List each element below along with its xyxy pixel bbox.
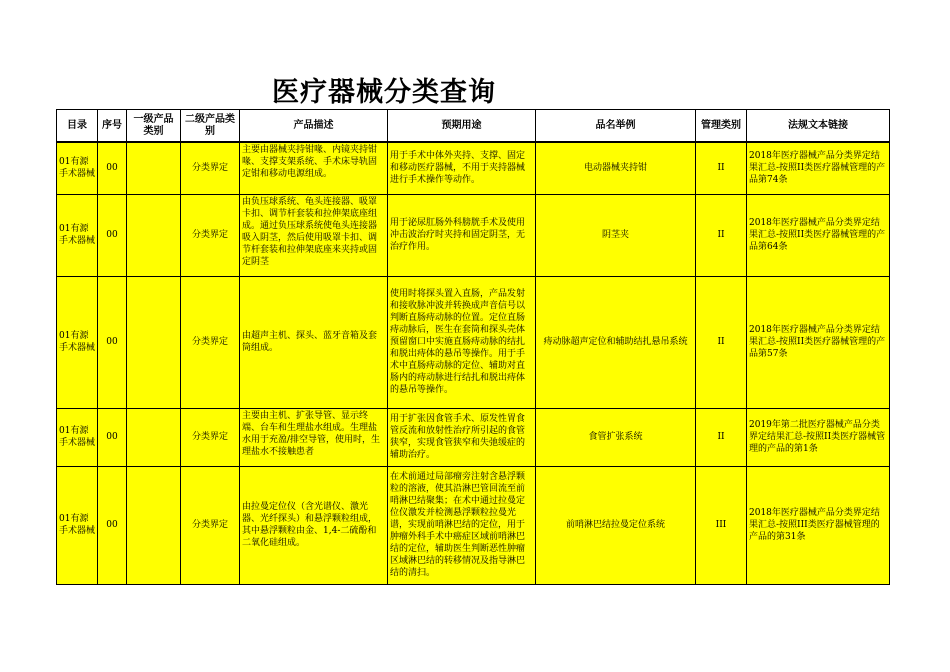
header-management-class: 管理类别 bbox=[696, 110, 747, 143]
header-level1: 一级产品类别 bbox=[127, 110, 181, 143]
cell-level2: 分类界定 bbox=[181, 276, 240, 408]
cell-management-class: III bbox=[696, 466, 747, 584]
cell-description: 主要由器械夹持钳喙、内镜夹持钳喙、支撑支架系统、手术床导轨固定钳和移动电源组成。 bbox=[240, 142, 388, 194]
cell-management-class: II bbox=[696, 194, 747, 276]
cell-product-example: 电动器械夹持钳 bbox=[536, 142, 696, 194]
cell-catalog: 01有源手术器械 bbox=[57, 194, 98, 276]
cell-product-example: 前哨淋巴结拉曼定位系统 bbox=[536, 466, 696, 584]
header-seq: 序号 bbox=[98, 110, 127, 143]
table-row bbox=[57, 466, 890, 584]
cell-regulation-link[interactable]: 2018年医疗器械产品分类界定结果汇总-按照II类医疗器械管理的产品第57条 bbox=[747, 276, 890, 408]
header-intended-use: 预期用途 bbox=[388, 110, 536, 143]
cell-level1 bbox=[127, 466, 181, 584]
cell-catalog: 01有源手术器械 bbox=[57, 408, 98, 466]
cell-description: 由超声主机、探头、蓝牙音箱及套筒组成。 bbox=[240, 276, 388, 408]
cell-management-class: II bbox=[696, 142, 747, 194]
cell-regulation-link[interactable]: 2019年第二批医疗器械产品分类界定结果汇总-按照II类医疗器械管理的产品的第1条 bbox=[747, 408, 890, 466]
cell-seq: 00 bbox=[98, 142, 127, 194]
cell-description: 主要由主机、扩张导管、显示终端、台车和生理盐水组成。生理盐水用于充盈/排空导管，使用时，生理盐水不接触患者 bbox=[240, 408, 388, 466]
table-row bbox=[57, 142, 890, 194]
cell-description: 由负压球系统、龟头连接器、吸罩卡扣、调节杆套装和拉伸架底座组成。通过负压球系统使龟头连接器吸入阴茎，然后使用吸罩卡扣、调节杆套装和拉伸架底座来夹持或固定阴茎 bbox=[240, 194, 388, 276]
cell-description: 由拉曼定位仪（含光谱仪、激光器、光纤探头）和悬浮颗粒组成，其中悬浮颗粒由金、1,4-二硫酚和二氧化硅组成。 bbox=[240, 466, 388, 584]
cell-product-example: 痔动脉超声定位和辅助结扎悬吊系统 bbox=[536, 276, 696, 408]
cell-product-example: 阴茎夹 bbox=[536, 194, 696, 276]
cell-seq: 00 bbox=[98, 466, 127, 584]
cell-catalog: 01有源手术器械 bbox=[57, 276, 98, 408]
header-regulation-link: 法规文本链接 bbox=[747, 110, 890, 143]
cell-intended-use: 在术前通过局部瘤旁注射含悬浮颗粒的溶液，使其沿淋巴管回流至前哨淋巴结聚集；在术中通过拉曼定位仪激发并检测悬浮颗粒拉曼光谱，实现前哨淋巴结的定位，用于肿瘤外科手术中癌症区域前哨淋巴结的定位，辅助医生判断恶性肿瘤区域淋巴结的转移情况及指导淋巴结的清扫。 bbox=[388, 466, 536, 584]
cell-level2: 分类界定 bbox=[181, 142, 240, 194]
cell-level2: 分类界定 bbox=[181, 194, 240, 276]
cell-regulation-link[interactable]: 2018年医疗器械产品分类界定结果汇总-按照III类医疗器械管理的产品的第31条 bbox=[747, 466, 890, 584]
header-row bbox=[57, 110, 890, 143]
header-catalog: 目录 bbox=[57, 110, 98, 143]
cell-level1 bbox=[127, 276, 181, 408]
table-row bbox=[57, 276, 890, 408]
cell-intended-use: 用于手术中体外夹持、支撑、固定和移动医疗器械，不用于夹持器械进行手术操作等动作。 bbox=[388, 142, 536, 194]
cell-seq: 00 bbox=[98, 194, 127, 276]
cell-intended-use: 用于扩张因食管手术、原发性胃食管反流和放射性治疗所引起的食管狭窄，实现食管狭窄和失弛缓症的辅助治疗。 bbox=[388, 408, 536, 466]
cell-product-example: 食管扩张系统 bbox=[536, 408, 696, 466]
cell-seq: 00 bbox=[98, 408, 127, 466]
cell-regulation-link[interactable]: 2018年医疗器械产品分类界定结果汇总-按照II类医疗器械管理的产品第64条 bbox=[747, 194, 890, 276]
cell-management-class: II bbox=[696, 408, 747, 466]
table-row bbox=[57, 194, 890, 276]
table-row bbox=[57, 408, 890, 466]
cell-regulation-link[interactable]: 2018年医疗器械产品分类界定结果汇总-按照II类医疗器械管理的产品第74条 bbox=[747, 142, 890, 194]
page-title: 医疗器械分类查询 bbox=[272, 77, 496, 108]
cell-seq: 00 bbox=[98, 276, 127, 408]
cell-management-class: II bbox=[696, 276, 747, 408]
cell-intended-use: 使用时将探头置入直肠，产品发射和接收脉冲波并转换成声音信号以判断直肠痔动脉的位置。定位直肠痔动脉后，医生在套筒和探头壳体预留窗口中实施直肠痔动脉的结扎和脱出痔体的悬吊等操作。用于手术中直肠痔动脉的定位、辅助对直肠内的痔动脉进行结扎和脱出痔体的悬吊等操作。 bbox=[388, 276, 536, 408]
header-product-example: 品名举例 bbox=[536, 110, 696, 143]
cell-catalog: 01有源手术器械 bbox=[57, 466, 98, 584]
cell-level2: 分类界定 bbox=[181, 466, 240, 584]
cell-level1 bbox=[127, 408, 181, 466]
cell-catalog: 01有源手术器械 bbox=[57, 142, 98, 194]
header-level2: 二级产品类别 bbox=[181, 110, 240, 143]
cell-level1 bbox=[127, 194, 181, 276]
cell-level1 bbox=[127, 142, 181, 194]
cell-level2: 分类界定 bbox=[181, 408, 240, 466]
cell-intended-use: 用于泌尿肛肠外科膀胱手术及使用冲击波治疗时夹持和固定阴茎，无治疗作用。 bbox=[388, 194, 536, 276]
header-description: 产品描述 bbox=[240, 110, 388, 143]
classification-table bbox=[56, 109, 890, 585]
